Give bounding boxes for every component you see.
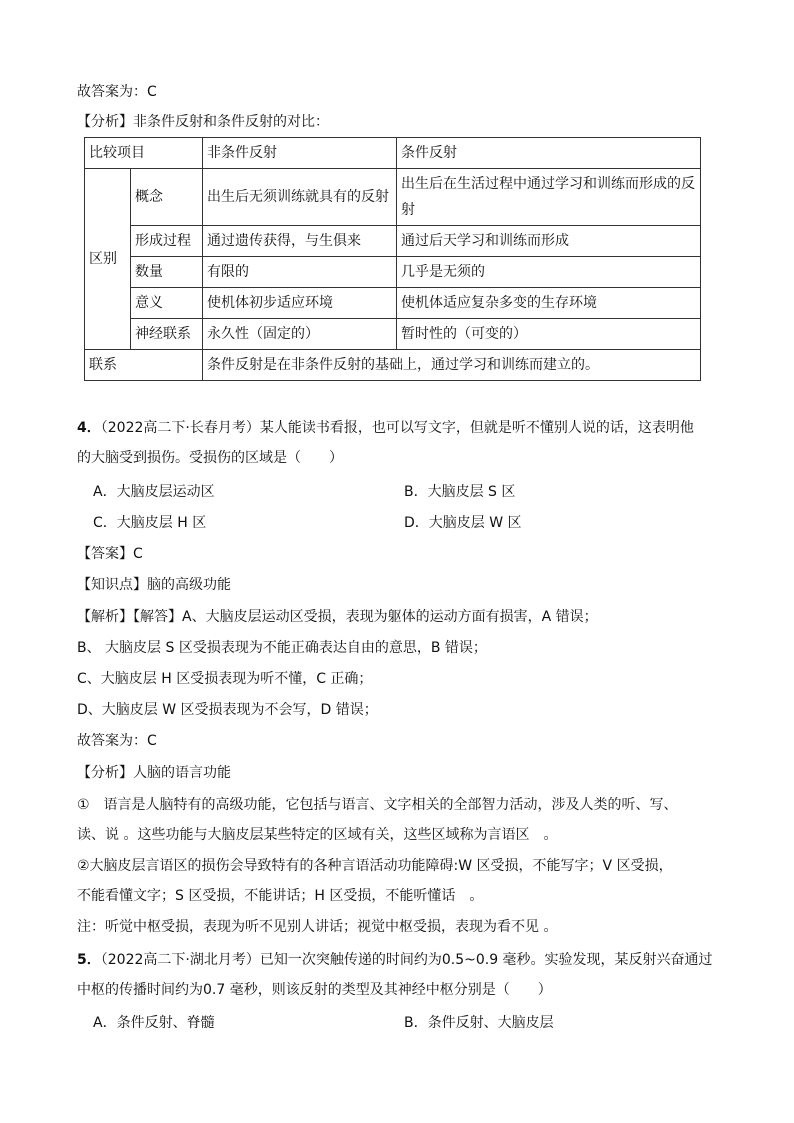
item-cell: 形成过程 (131, 226, 203, 257)
uncond-cell: 永久性（固定的） (203, 319, 397, 350)
option-d: D．大脑皮层 W 区 (404, 515, 522, 531)
cond-cell: 暂时性的（可变的） (397, 319, 701, 350)
diff-label-cell: 区别 (85, 169, 131, 350)
link-text-cell: 条件反射是在非条件反射的基础上，通过学习和训练而建立的。 (203, 350, 701, 381)
answer-line: 故答案为：C (77, 84, 157, 100)
uncond-cell: 出生后无须训练就具有的反射 (203, 169, 397, 226)
note: 注：听觉中枢受损，表现为听不见别人讲话；视觉中枢受损，表现为看不见 。 (77, 919, 558, 935)
explanation-a: 【解析】【解答】A、大脑皮层运动区受损，表现为躯体的运动方面有损害，A 错误； (77, 609, 598, 625)
question-stem: 已知一次突触传递的时间约为0.5~0.9 毫秒。实验发现，某反射兴奋通过 (259, 952, 713, 968)
table-header-row (85, 138, 701, 169)
question-5-stem-line2: 中枢的传播时间约为0.7 毫秒，则该反射的类型及其神经中枢分别是（ ） (77, 982, 552, 998)
paragraph-2-line2: 不能看懂文字；S 区受损，不能讲话；H 区受损，不能听懂话 。 (77, 888, 484, 904)
link-label-cell: 联系 (85, 350, 203, 381)
option-a: A．条件反射、脊髓 (93, 1015, 215, 1031)
header-cell: 非条件反射 (203, 138, 397, 169)
cond-cell: 使机体适应复杂多变的生存环境 (397, 288, 701, 319)
explanation-c: C、大脑皮层 H 区受损表现为听不懂，C 正确； (77, 671, 373, 687)
cond-cell: 几乎是无须的 (397, 257, 701, 288)
header-cell: 比较项目 (85, 138, 203, 169)
question-number: 5． (77, 952, 101, 968)
table-row (85, 226, 701, 257)
paragraph-1-line2: 读、说 。这些功能与大脑皮层某些特定的区域有关，这些区域称为言语区 。 (77, 827, 558, 843)
option-c: C．大脑皮层 H 区 (93, 515, 207, 531)
uncond-cell: 通过遗传获得，与生俱来 (203, 226, 397, 257)
question-number: 4． (77, 420, 101, 436)
question-source: （2022高二下·长春月考） (100, 420, 260, 436)
answer-label: 【答案】C (77, 546, 143, 562)
cond-cell: 通过后天学习和训练而形成 (397, 226, 701, 257)
item-cell: 数量 (131, 257, 203, 288)
uncond-cell: 使机体初步适应环境 (203, 288, 397, 319)
explanation-b: B、 大脑皮层 S 区受损表现为不能正确表达自由的意思，B 错误； (77, 640, 487, 656)
question-source: （2022高二下·湖北月考） (100, 952, 260, 968)
table-row (85, 350, 701, 381)
question-4-stem-line2: 的大脑受到损伤。受损伤的区域是（ ） (77, 450, 343, 466)
analysis-heading: 【分析】非条件反射和条件反射的对比： (77, 114, 329, 130)
option-b: B．大脑皮层 S 区 (404, 484, 516, 500)
table-row (85, 288, 701, 319)
table-row (85, 257, 701, 288)
paragraph-2-line1: ②大脑皮层言语区的损伤会导致特有的各种言语活动功能障碍:W 区受损，不能写字；V 区受损， (77, 858, 673, 874)
question-4-stem-line1 (77, 418, 694, 438)
comparison-table (84, 137, 701, 381)
question-stem: 某人能读书看报，也可以写文字，但就是听不懂别人说的话，这表明他 (259, 420, 694, 436)
header-cell: 条件反射 (397, 138, 701, 169)
item-cell: 概念 (131, 169, 203, 226)
explanation-d: D、大脑皮层 W 区受损表现为不会写，D 错误； (77, 702, 378, 718)
uncond-cell: 有限的 (203, 257, 397, 288)
table-row (85, 319, 701, 350)
cond-cell: 出生后在生活过程中通过学习和训练而形成的反射 (397, 169, 701, 226)
knowledge-point: 【知识点】脑的高级功能 (77, 577, 231, 593)
option-b: B．条件反射、大脑皮层 (404, 1015, 554, 1031)
analysis-heading-2: 【分析】人脑的语言功能 (77, 765, 231, 781)
question-5-stem-line1 (77, 950, 713, 970)
item-cell: 神经联系 (131, 319, 203, 350)
paragraph-1-line1: ① 语言是人脑特有的高级功能，它包括与语言、文字相关的全部智力活动，涉及人类的听、写、 (77, 797, 678, 813)
table-row (85, 169, 701, 226)
item-cell: 意义 (131, 288, 203, 319)
option-a: A．大脑皮层运动区 (93, 484, 215, 500)
conclusion: 故答案为：C (77, 733, 157, 749)
